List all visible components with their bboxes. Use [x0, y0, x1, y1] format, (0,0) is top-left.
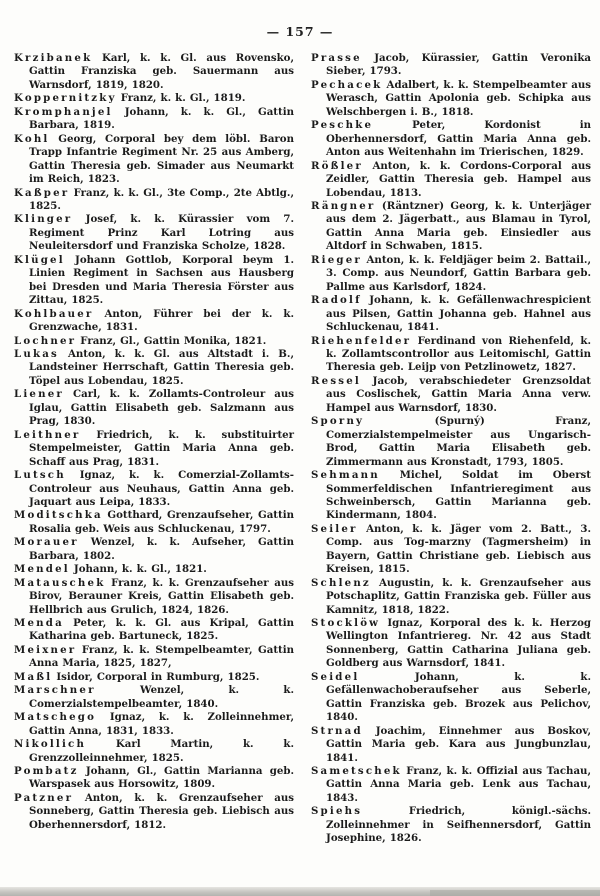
register-entry	[14, 308, 294, 335]
entry-surname: Radolf	[311, 294, 362, 307]
entry-text: Georg, Corporal bey dem löbl. Baron Trapp Infantrie Regiment Nr. 25 aus Amberg, Gattin Theresia geb. Simader aus Neumarkt im Reich, 1823.	[29, 132, 295, 186]
entry-text: Johann, k. k. Gl., 1821.	[73, 563, 207, 576]
register-entry	[311, 805, 591, 845]
entry-text: Jacob, Kürassier, Gattin Veronika Sieber, 1793.	[326, 52, 591, 78]
register-entry	[14, 106, 294, 133]
entry-text: Johann, k. k. Gefällenwachrespicient aus Pilsen, Gattin Johanna geb. Hahnel aus Schluckenau, 1841.	[326, 294, 592, 334]
register-entry	[14, 671, 294, 684]
entry-text: Peter, k. k. Gl. aus Kripal, Gattin Katharina geb. Bartuneck, 1825.	[29, 617, 294, 643]
entry-text: Friedrich, k. k. substituirter Stempelmeister, Gattin Maria Anna geb. Schaff aus Prag, 1831.	[29, 428, 295, 468]
register-entry	[311, 725, 591, 765]
register-entry	[311, 119, 591, 159]
entry-surname: Ressel	[311, 374, 361, 387]
entry-surname: Strnad	[311, 724, 363, 737]
register-entry	[311, 671, 591, 725]
entry-text: Franz, k. k. Offizial aus Tachau, Gattin Anna Maria geb. Lenk aus Tachau, 1843.	[326, 765, 591, 804]
register-entry	[311, 254, 591, 294]
entry-text: Gotthard, Grenzaufseher, Gattin Rosalia geb. Weis aus Schluckenau, 1797.	[29, 509, 294, 535]
register-entry	[14, 429, 294, 469]
entry-surname: Sehmann	[311, 469, 380, 482]
entry-surname: Spiehs	[311, 805, 363, 818]
entry-text: Anton, k. k. Feldjäger beim 2. Battail., 3. Comp. aus Neundorf, Gattin Barbara geb. Pallme aus Karlsdorf, 1824.	[326, 253, 591, 293]
register-entry	[14, 617, 294, 644]
entry-text: Wenzel, k. k. Aufseher, Gattin Barbara, 1802.	[29, 536, 295, 562]
entry-surname: Pombatz	[14, 765, 79, 778]
entry-surname: Mendel	[14, 563, 70, 576]
entry-text: Ignaz, Korporal des k. k. Herzog Wellington Infantriereg. Nr. 42 aus Stadt Sonnenberg, Gattin Catharina Juliana geb. Goldberg aus Warnsdorf, 1841.	[326, 617, 592, 670]
register-entry	[14, 684, 294, 711]
entry-text: Anton, k. k. Grenzaufseher aus Sonneberg, Gattin Theresia geb. Liebisch aus Oberhennersdorf, 1812.	[29, 791, 295, 831]
entry-surname: Nikollich	[14, 738, 87, 751]
entry-surname: Kohlbauer	[14, 307, 94, 320]
entry-surname: Rößler	[311, 159, 363, 172]
entry-text: Franz, k. k. Gl., 1819.	[120, 92, 246, 105]
register-entry	[14, 469, 294, 509]
register-entry	[14, 738, 294, 765]
entry-surname: Pechacek	[311, 78, 383, 91]
register-entry	[14, 711, 294, 738]
register-entry	[311, 160, 591, 200]
register-entry	[14, 213, 294, 253]
entry-text: Augustin, k. k. Grenzaufseher aus Potschaplitz, Gattin Franziska geb. Füller aus Kamnitz, 1818, 1822.	[326, 576, 592, 616]
register-entry	[311, 617, 591, 671]
entry-surname: Klügel	[14, 253, 65, 266]
entry-surname: Matauschek	[14, 576, 106, 589]
entry-surname: Klinger	[14, 213, 73, 226]
entry-text: Wenzel, k. k. Comerzialstempelbeamter, 1840.	[29, 684, 294, 710]
entry-text: Anton, k. k. Jäger vom 2. Batt., 3. Comp. aus Tog-marzny (Tagmersheim) in Bayern, Gattin Christiane geb. Liebisch aus Kreisen, 1815.	[326, 522, 591, 576]
page-number: — 157 —	[266, 24, 334, 39]
entry-surname: Koppernitzky	[14, 92, 117, 105]
entry-text: Johann, k. k. Gefällenwachoberaufseher aus Seberle, Gattin Franziska geb. Brozek aus Pelichov, 1840.	[326, 670, 591, 724]
entry-text: Ferdinand von Riehenfeld, k. k. Zollamtscontrollor aus Leitomischl, Gattin Theresia geb. Leijp von Petzlinowetz, 1827.	[326, 334, 591, 374]
entry-text: Michel, Soldat im Oberst Sommerfeldischen Infantrieregiment aus Schweinbersch, Gattin Marianna geb. Kindermann, 1804.	[326, 469, 592, 522]
entry-text: Josef, k. k. Kürassier vom 7. Regiment Prinz Karl Lotring aus Neuleitersdorf und Franziska Scholze, 1828.	[29, 213, 295, 253]
register-entry	[311, 200, 591, 254]
entry-surname: Morauer	[14, 536, 79, 549]
entry-text: Johann, k. k. Gl., Gattin Barbara, 1819.	[29, 105, 294, 132]
entry-text: Joachim, Einnehmer aus Boskov, Gattin Maria geb. Kara aus Jungbunzlau, 1841.	[326, 724, 591, 764]
entry-text: Franz, k. k. Grenzaufseher aus Birov, Berauner Kreis, Gattin Elisabeth geb. Hellbrich aus Grulich, 1824, 1826.	[29, 576, 294, 616]
entry-text: Isidor, Corporal in Rumburg, 1825.	[56, 670, 260, 683]
register-entry	[14, 335, 294, 348]
register-entry	[14, 644, 294, 671]
entry-surname: Meixner	[14, 643, 77, 656]
register-entry	[14, 536, 294, 563]
left-column	[14, 52, 294, 846]
entry-surname: Matschego	[14, 711, 97, 724]
entry-surname: Sametschek	[311, 765, 402, 778]
register-entry	[311, 469, 591, 523]
entry-surname: Prasse	[311, 52, 362, 64]
entry-text: Ignaz, k. k. Comerzial-Zollamts-Controleur aus Neuhaus, Gattin Anna geb. Jaquart aus Leipa, 1833.	[29, 469, 294, 508]
entry-text: Carl, k. k. Zollamts-Controleur aus Iglau, Gattin Elisabeth geb. Salzmann aus Prag, 1830.	[29, 388, 294, 428]
entry-surname: Krzibanek	[14, 52, 93, 64]
scan-edge-shadow-dark	[430, 890, 600, 896]
register-entry	[14, 52, 294, 92]
entry-text: Karl Martin, k. k. Grenzzolleinnehmer, 1825.	[29, 738, 294, 764]
register-entry	[311, 335, 591, 375]
register-entry	[311, 79, 591, 119]
register-entry	[14, 133, 294, 187]
register-entry	[311, 375, 591, 415]
entry-text: Adalbert, k. k. Stempelbeamter aus Werasch, Gattin Apolonia geb. Schipka aus Welschbergen i. B., 1818.	[326, 78, 591, 118]
entry-surname: Lutsch	[14, 469, 66, 482]
entry-surname: Patzner	[14, 791, 74, 804]
register-entry	[14, 92, 294, 105]
register-entry	[311, 765, 591, 805]
entry-surname: Stocklöw	[311, 617, 381, 630]
entry-text: (Spurný) Franz, Comerzialstempelmeister aus Ungarisch-Brod, Gattin Maria Elisabeth geb. Zimmermann aus Kronstadt, 1793, 1805.	[326, 415, 591, 468]
entry-text: Anton, k. k. Gl. aus Altstadt i. B., Landsteiner Herrschaft, Gattin Theresia geb. Töpel aus Lobendau, 1825.	[29, 347, 294, 387]
register-entry	[311, 415, 591, 469]
register-entry	[14, 388, 294, 428]
entry-surname: Lochner	[14, 334, 77, 347]
entry-surname: Kromphanjel	[14, 105, 113, 118]
entry-surname: Kaßper	[14, 186, 70, 199]
register-entry	[14, 765, 294, 792]
entry-text: Anton, k. k. Cordons-Corporal aus Zeidler, Gattin Theresia geb. Hampel aus Lobendau, 1813.	[326, 159, 592, 199]
register-entry	[14, 577, 294, 617]
register-entry	[14, 509, 294, 536]
entry-surname: Rieger	[311, 253, 362, 266]
entry-surname: Moditschka	[14, 509, 103, 522]
entry-text: Franz, Gl., Gattin Monika, 1821.	[80, 334, 267, 347]
register-entry	[311, 294, 591, 334]
register-entry	[14, 254, 294, 308]
entry-surname: Peschke	[311, 119, 374, 132]
entry-text: Jacob, verabschiedeter Grenzsoldat aus Coslischek, Gattin Maria Anna verw. Hampel aus Warnsdorf, 1830.	[326, 374, 591, 414]
entry-text: Johann, Gl., Gattin Marianna geb. Warspasek aus Horsowitz, 1809.	[29, 765, 295, 791]
register-entry	[311, 52, 591, 79]
entry-surname: Riehenfelder	[311, 334, 412, 347]
entry-text: Franz, k. k. Stempelbeamter, Gattin Anna Maria, 1825, 1827,	[29, 643, 295, 670]
entry-surname: Marschner	[14, 684, 96, 697]
entry-text: Ignaz, k. k. Zolleinnehmer, Gattin Anna, 1831, 1833.	[29, 711, 295, 737]
entry-surname: Rängner	[311, 199, 376, 212]
entry-surname: Schlenz	[311, 576, 371, 589]
register-entry	[14, 187, 294, 214]
entry-text: Friedrich, königl.-sächs. Zolleinnehmer in Seifhennersdorf, Gattin Josephine, 1826.	[326, 805, 592, 845]
entry-text: Franz, k. k. Gl., 3te Comp., 2te Abtlg., 1825.	[29, 186, 295, 212]
entry-surname: Lukas	[14, 347, 59, 360]
entry-text: Karl, k. k. Gl. aus Rovensko, Gattin Franziska geb. Sauermann aus Warnsdorf, 1819, 1820.	[29, 52, 294, 91]
register-entry	[14, 792, 294, 832]
register-entry	[311, 577, 591, 617]
register-entry	[311, 523, 591, 577]
two-column-text	[0, 39, 600, 846]
right-column	[311, 52, 591, 846]
entry-surname: Sporny	[311, 415, 365, 428]
entry-text: (Räntzner) Georg, k. k. Unterjäger aus dem 2. Jägerbatt., aus Blamau in Tyrol, Gattin Anna Maria geb. Einsiedler aus Altdorf in Schwaben, 1815.	[326, 199, 591, 253]
entry-text: Anton, Führer bei der k. k. Grenzwache, 1831.	[29, 307, 294, 334]
entry-surname: Leithner	[14, 428, 81, 441]
entry-surname: Menda	[14, 617, 64, 630]
entry-text: Peter, Kordonist in Oberhennersdorf, Gattin Maria Anna geb. Anton aus Weitenhahn im Trierischen, 1829.	[326, 119, 591, 159]
entry-surname: Seidel	[311, 670, 360, 683]
entry-surname: Seiler	[311, 522, 358, 535]
entry-text: Johann Gottlob, Korporal beym 1. Linien Regiment in Sachsen aus Hausberg bei Dresden und Maria Theresia Förster aus Zittau, 1825.	[29, 253, 294, 307]
entry-surname: Kohl	[14, 132, 50, 145]
entry-surname: Maßl	[14, 670, 53, 683]
register-entry	[14, 348, 294, 388]
entry-surname: Liener	[14, 388, 64, 401]
register-entry	[14, 563, 294, 576]
